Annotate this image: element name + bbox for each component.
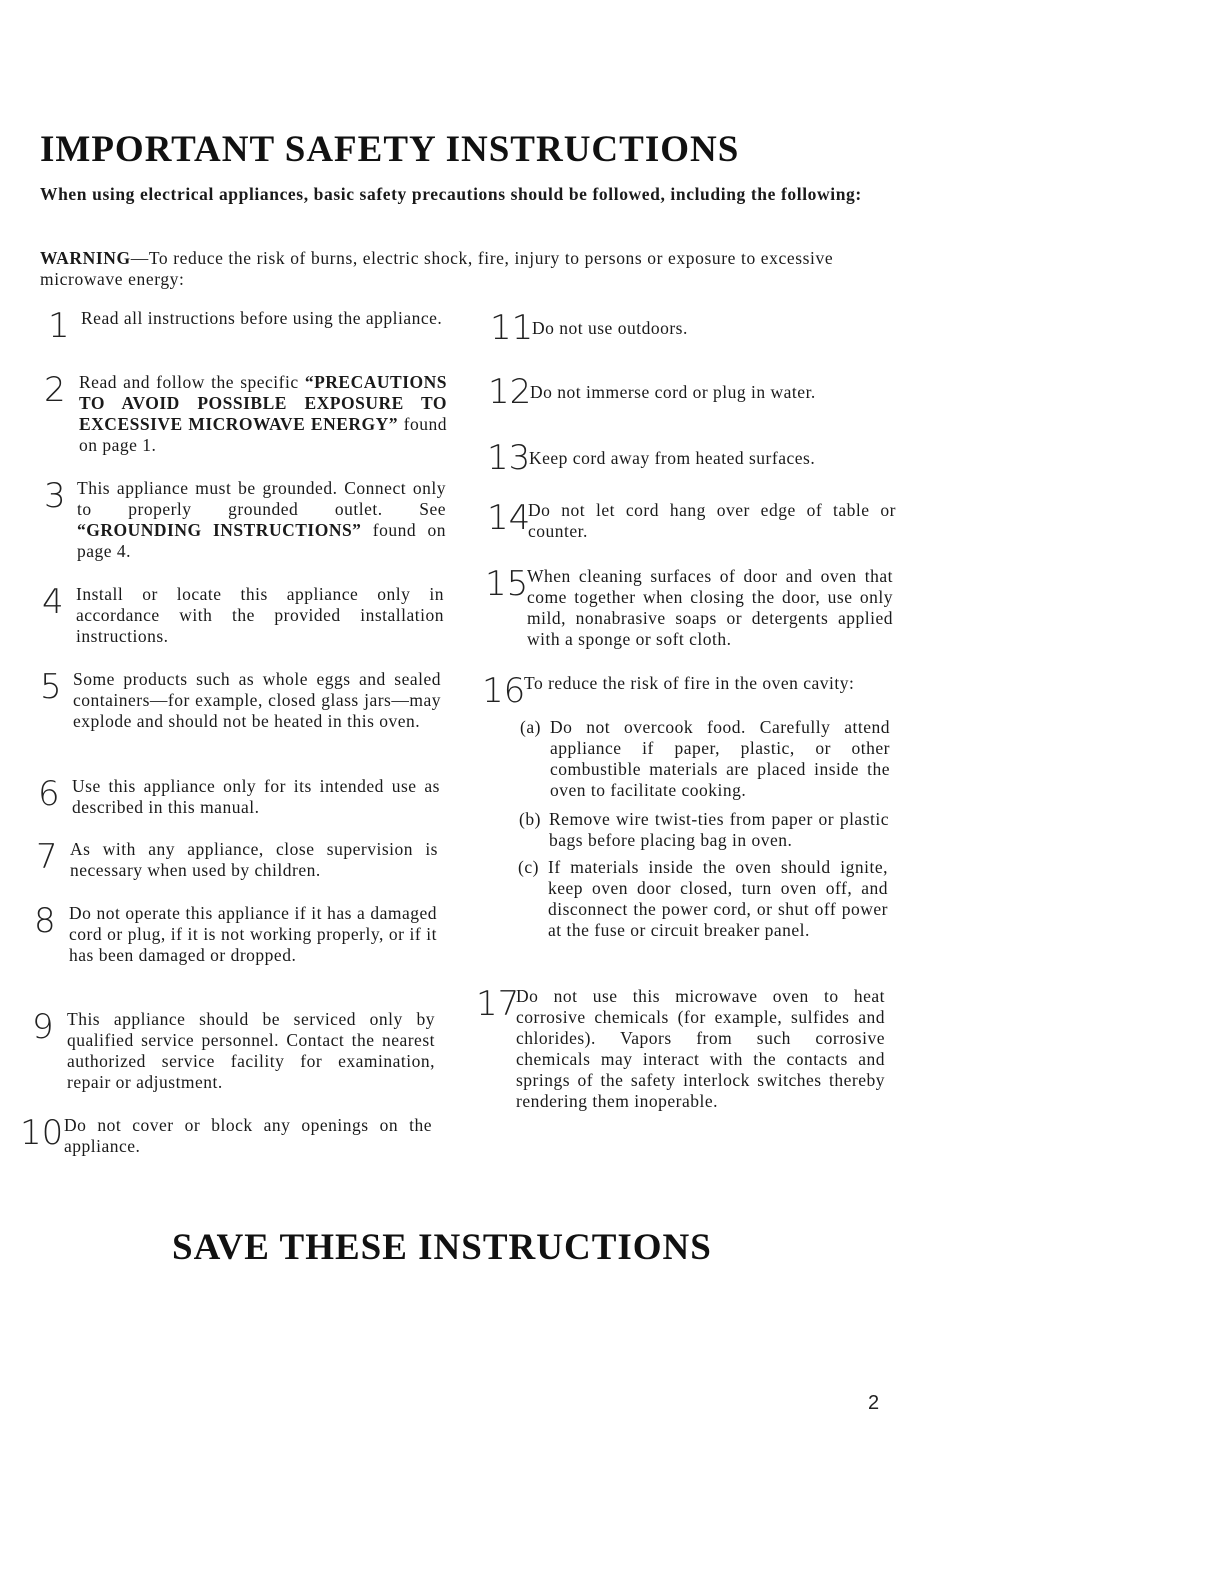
item-number: 11 (490, 308, 534, 348)
item-number: 1 (48, 306, 70, 346)
sub-item (520, 717, 890, 801)
sub-item (519, 809, 889, 851)
item-text: Use this appliance only for its intended use as described in this manual. (72, 776, 440, 817)
item-number: 9 (32, 1007, 54, 1047)
warning-body: —To reduce the risk of burns, electric shock, fire, injury to persons or exposure to excessive microwave energy: (40, 248, 834, 289)
item-text: Keep cord away from heated surfaces. (529, 448, 816, 468)
item-number: 4 (42, 582, 64, 622)
item-number: 14 (487, 498, 531, 538)
item-number: 17 (476, 984, 520, 1024)
item-text: This appliance must be grounded. Connect only to properly grounded outlet. See “GROUNDING INSTRUCTIONS” found on page 4. (77, 478, 446, 561)
item-number: 8 (34, 901, 56, 941)
item-number: 3 (44, 476, 66, 516)
warning-text (40, 248, 920, 290)
item-number: 13 (487, 438, 531, 478)
item-number: 16 (482, 671, 526, 711)
sub-item (518, 857, 888, 941)
item-text: Install or locate this appliance only in accordance with the provided installation instructions. (76, 584, 444, 646)
item-number: 12 (488, 372, 532, 412)
item-text: Read and follow the specific “PRECAUTIONS TO AVOID POSSIBLE EXPOSURE TO EXCESSIVE MICROWAVE ENERGY” found on page 1. (79, 372, 447, 455)
item-text: Do not immerse cord or plug in water. (530, 382, 816, 402)
sub-item-text: Remove wire twist-ties from paper or plastic bags before placing bag in oven. (549, 809, 889, 850)
item-text: Do not use outdoors. (532, 318, 688, 338)
sub-item-label: (b) (519, 809, 541, 829)
sub-item-label: (c) (518, 857, 539, 877)
intro-text: When using electrical appliances, basic safety precautions should be followed, including the following: (40, 184, 862, 204)
item-text: Do not use this microwave oven to heat corrosive chemicals (for example, sulfides and chlorides). Vapors from such corrosive chemicals may interact with the contacts and springs of the safety interlock switches thereby rendering them inoperable. (516, 986, 885, 1111)
item-text: When cleaning surfaces of door and oven that come together when closing the door, use only mild, nonabrasive soaps or detergents applied with a sponge or soft cloth. (527, 566, 893, 649)
item-text: Do not operate this appliance if it has a damaged cord or plug, if it is not working properly, or if it has been damaged or dropped. (69, 903, 437, 965)
item-number: 6 (38, 774, 60, 814)
item-text: This appliance should be serviced only by qualified service personnel. Contact the nearest authorized service facility for examination, repair or adjustment. (67, 1009, 435, 1092)
sub-item-text: If materials inside the oven should ignite, keep oven door closed, turn oven off, and disconnect the power cord, or shut off power at the fuse or circuit breaker panel. (548, 857, 888, 940)
item-text: Some products such as whole eggs and sealed containers—for example, closed glass jars—may explode and should not be heated in this oven. (73, 669, 441, 731)
item-number: 7 (36, 837, 58, 877)
item-text: Do not cover or block any openings on the appliance. (64, 1115, 432, 1156)
warning-label: WARNING (40, 248, 131, 268)
sub-item-text: Do not overcook food. Carefully attend appliance if paper, plastic, or other combustible materials are placed inside the oven to facilitate cooking. (550, 717, 890, 800)
save-instructions-heading: SAVE THESE INSTRUCTIONS (172, 1227, 712, 1268)
item-text: Do not let cord hang over edge of table or counter. (528, 500, 896, 541)
sub-item-label: (a) (520, 717, 541, 737)
item-text: As with any appliance, close supervision is necessary when used by children. (70, 839, 438, 880)
item-number: 2 (44, 370, 66, 410)
item-number: 10 (20, 1113, 64, 1153)
item-text: To reduce the risk of fire in the oven cavity: (524, 673, 855, 693)
item-text: Read all instructions before using the appliance. (81, 308, 443, 328)
item-number: 5 (40, 667, 62, 707)
page-title: IMPORTANT SAFETY INSTRUCTIONS (40, 129, 740, 170)
item-number: 15 (485, 564, 529, 604)
page-number: 2 (868, 1392, 880, 1414)
